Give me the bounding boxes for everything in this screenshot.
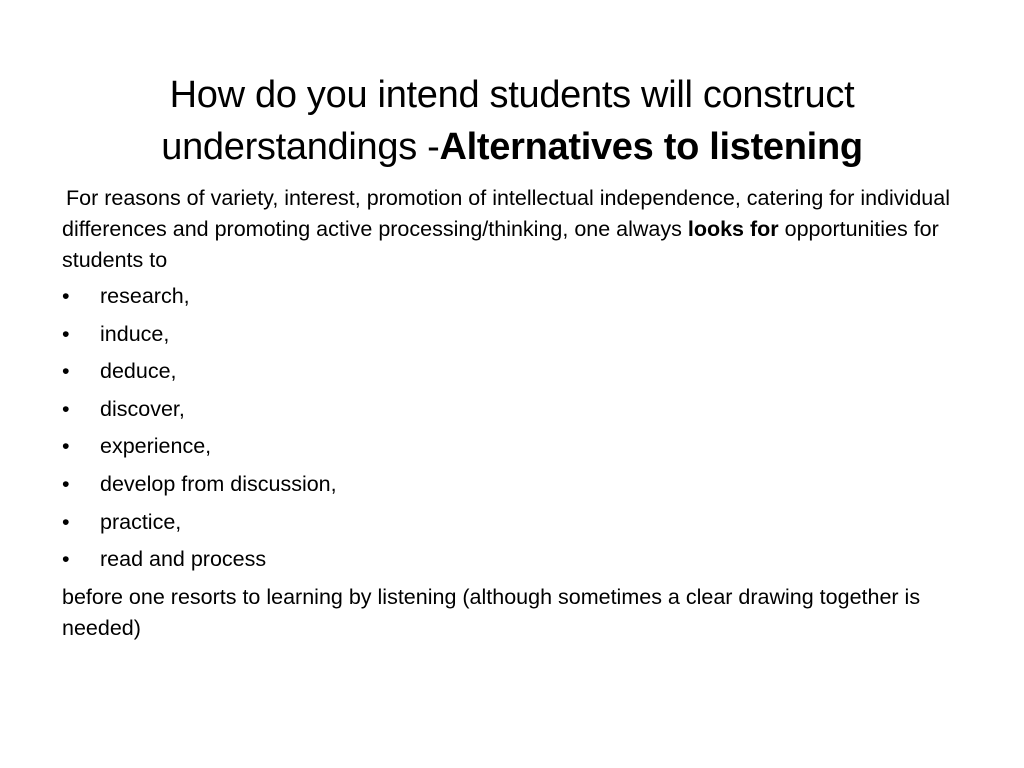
bullet-icon: • bbox=[62, 396, 70, 421]
bullet-text: discover, bbox=[100, 396, 185, 421]
bullet-icon: • bbox=[62, 509, 70, 534]
bullet-item bbox=[62, 319, 967, 357]
intro-paragraph bbox=[62, 183, 967, 276]
bullet-item bbox=[62, 469, 967, 507]
intro-text-end: opportunities for students to bbox=[62, 217, 939, 272]
bullet-item bbox=[62, 431, 967, 469]
bullet-item bbox=[62, 544, 967, 582]
slide-body bbox=[62, 183, 967, 644]
bullet-icon: • bbox=[62, 359, 70, 384]
bullet-text: induce, bbox=[100, 321, 170, 346]
bullet-list bbox=[62, 281, 967, 582]
bullet-icon: • bbox=[62, 284, 70, 308]
bullet-text: develop from discussion, bbox=[100, 471, 337, 496]
bullet-icon: • bbox=[62, 547, 70, 572]
slide-title-emphasis: Alternatives to listening bbox=[439, 126, 863, 169]
slide-title-text: How do you intend students will construct understandings - bbox=[161, 74, 855, 169]
intro-text-start: For reasons of variety, interest, promotion of intellectual independence, catering for individual differences and promoting active processing/thinking, one always bbox=[62, 186, 950, 241]
bullet-text: practice, bbox=[100, 509, 182, 534]
bullet-text: deduce, bbox=[100, 359, 177, 384]
slide-title bbox=[60, 69, 964, 173]
bullet-item bbox=[62, 507, 967, 545]
bullet-icon: • bbox=[62, 471, 70, 496]
intro-emphasis: looks for bbox=[687, 217, 779, 241]
closing-paragraph: before one resorts to learning by listening (although sometimes a clear drawing together is needed) bbox=[62, 584, 921, 640]
bullet-text: experience, bbox=[100, 434, 212, 459]
bullet-item bbox=[62, 356, 967, 394]
bullet-item bbox=[62, 281, 967, 319]
bullet-text: read and process bbox=[100, 547, 267, 572]
bullet-item bbox=[62, 394, 967, 432]
bullet-text: research, bbox=[100, 284, 190, 308]
bullet-icon: • bbox=[62, 321, 70, 346]
bullet-icon: • bbox=[62, 434, 70, 459]
